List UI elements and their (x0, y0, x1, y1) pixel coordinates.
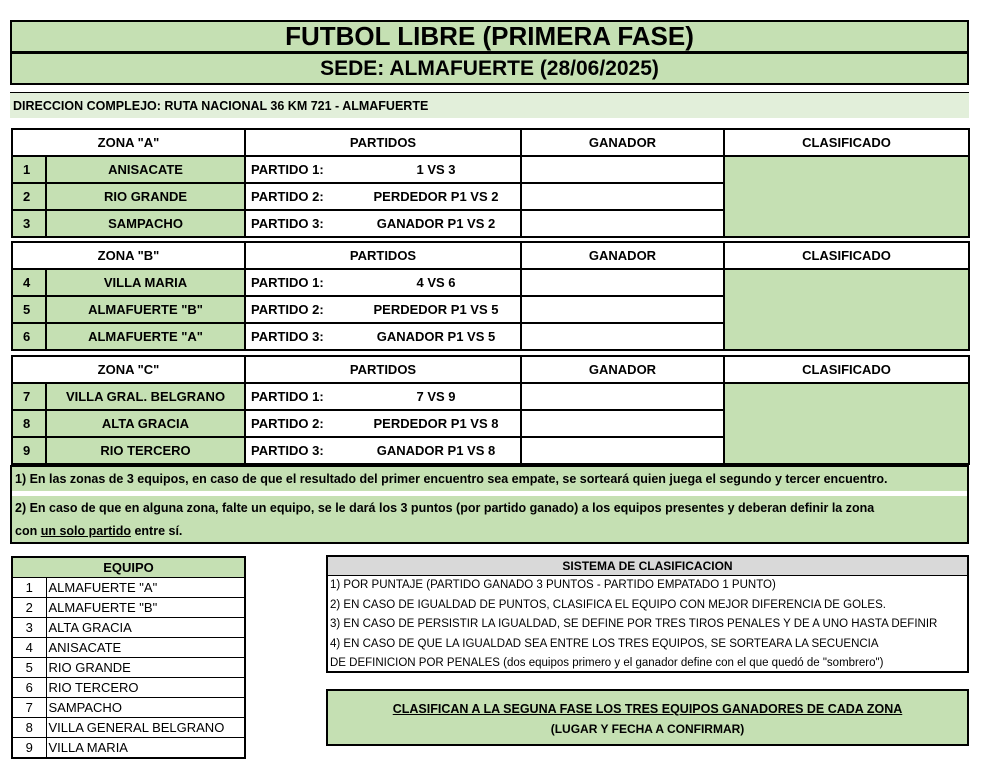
team-number: 3 (12, 210, 46, 237)
equipo-header: EQUIPO (12, 557, 245, 578)
match-value: PERDEDOR P1 VS 8 (373, 416, 499, 431)
zone-header-row (12, 242, 969, 269)
team-number: 8 (12, 410, 46, 437)
notes-box (10, 465, 969, 544)
col-partidos: PARTIDOS (245, 129, 521, 156)
match-value: 7 VS 9 (416, 389, 456, 404)
table-row (12, 269, 969, 296)
equipo-name: SAMPACHO (46, 698, 245, 718)
equipo-name: VILLA GENERAL BELGRANO (46, 718, 245, 738)
col-partidos: PARTIDOS (245, 242, 521, 269)
match-label: PARTIDO 2: (251, 189, 324, 204)
team-name: SAMPACHO (46, 210, 245, 237)
note-2-continued (12, 520, 967, 542)
match-label: PARTIDO 1: (251, 162, 324, 177)
match-label: PARTIDO 1: (251, 275, 324, 290)
equipo-name: RIO TERCERO (46, 678, 245, 698)
match-value: GANADOR P1 VS 5 (376, 329, 496, 344)
note-2: 2) En caso de que en alguna zona, falte un equipo, se le dará los 3 puntos (por partido ganado) a los equipos presentes y deberan definir la zona (12, 496, 967, 520)
list-item (12, 578, 245, 598)
note-1: 1) En las zonas de 3 equipos, en caso de que el resultado del primer encuentro sea empate, se sorteará quien juega el segundo y tercer encuentro. (12, 467, 967, 491)
sistema-box (326, 555, 969, 673)
equipo-name: ALMAFUERTE "A" (46, 578, 245, 598)
team-name: ANISACATE (46, 156, 245, 183)
team-name: VILLA GRAL. BELGRANO (46, 383, 245, 410)
winner-cell[interactable] (521, 323, 724, 350)
col-partidos: PARTIDOS (245, 356, 521, 383)
match-value: 4 VS 6 (416, 275, 456, 290)
zone-label: ZONA "C" (12, 356, 245, 383)
winner-cell[interactable] (521, 383, 724, 410)
equipo-number: 7 (12, 698, 46, 718)
list-item (12, 658, 245, 678)
team-number: 1 (12, 156, 46, 183)
equipo-name: VILLA MARIA (46, 738, 245, 759)
winner-cell[interactable] (521, 410, 724, 437)
match-label: PARTIDO 2: (251, 416, 324, 431)
equipo-number: 6 (12, 678, 46, 698)
equipo-number: 5 (12, 658, 46, 678)
team-name: ALMAFUERTE "A" (46, 323, 245, 350)
match-label: PARTIDO 3: (251, 216, 324, 231)
match-value: PERDEDOR P1 VS 2 (373, 189, 499, 204)
col-clasificado: CLASIFICADO (724, 356, 969, 383)
clasificado-cell[interactable] (724, 383, 969, 464)
zone-header-row (12, 129, 969, 156)
team-name: RIO TERCERO (46, 437, 245, 464)
sistema-header: SISTEMA DE CLASIFICACION (328, 557, 967, 576)
zone-header-row (12, 356, 969, 383)
equipo-number: 3 (12, 618, 46, 638)
winner-cell[interactable] (521, 156, 724, 183)
match-cell (245, 296, 521, 323)
match-cell (245, 410, 521, 437)
team-number: 5 (12, 296, 46, 323)
match-cell (245, 437, 521, 464)
col-ganador: GANADOR (521, 129, 724, 156)
sistema-line-4: 4) EN CASO DE QUE LA IGUALDAD SEA ENTRE LOS TRES EQUIPOS, SE SORTEARA LA SECUENCIA (330, 637, 879, 650)
note-2-prefix: con (15, 524, 41, 538)
match-cell (245, 269, 521, 296)
col-clasificado: CLASIFICADO (724, 129, 969, 156)
match-label: PARTIDO 1: (251, 389, 324, 404)
zone-label: ZONA "B" (12, 242, 245, 269)
clasificado-cell[interactable] (724, 269, 969, 350)
page-title: FUTBOL LIBRE (PRIMERA FASE) (10, 20, 969, 53)
zone-table-a (11, 128, 970, 238)
team-number: 4 (12, 269, 46, 296)
equipo-number: 8 (12, 718, 46, 738)
winner-cell[interactable] (521, 437, 724, 464)
team-name: ALTA GRACIA (46, 410, 245, 437)
team-number: 7 (12, 383, 46, 410)
equipo-number: 1 (12, 578, 46, 598)
equipo-name: RIO GRANDE (46, 658, 245, 678)
col-ganador: GANADOR (521, 242, 724, 269)
match-value: 1 VS 3 (416, 162, 456, 177)
list-item (12, 618, 245, 638)
note-2-underlined: un solo partido (40, 524, 131, 538)
list-item (12, 718, 245, 738)
zone-table-b (11, 241, 970, 351)
sistema-line-2: 2) EN CASO DE IGUALDAD DE PUNTOS, CLASIFICA EL EQUIPO CON MEJOR DIFERENCIA DE GOLES. (330, 598, 886, 611)
team-number: 9 (12, 437, 46, 464)
equipo-name: ALMAFUERTE "B" (46, 598, 245, 618)
match-label: PARTIDO 3: (251, 329, 324, 344)
final-box (326, 689, 969, 746)
match-cell (245, 156, 521, 183)
list-item (12, 698, 245, 718)
col-ganador: GANADOR (521, 356, 724, 383)
note-2-suffix: entre sí. (130, 524, 183, 538)
equipo-header-row (12, 557, 245, 578)
match-label: PARTIDO 3: (251, 443, 324, 458)
match-value: PERDEDOR P1 VS 5 (373, 302, 499, 317)
team-number: 2 (12, 183, 46, 210)
team-name: RIO GRANDE (46, 183, 245, 210)
match-cell (245, 210, 521, 237)
list-item (12, 738, 245, 759)
sistema-line-5: DE DEFINICION POR PENALES (dos equipos primero y el ganador define con el que quedó de "sombrero") (330, 657, 884, 669)
match-value: GANADOR P1 VS 8 (376, 443, 496, 458)
team-name: ALMAFUERTE "B" (46, 296, 245, 323)
equipo-name: ANISACATE (46, 638, 245, 658)
final-line-2: (LUGAR Y FECHA A CONFIRMAR) (550, 722, 745, 736)
sede-subtitle: SEDE: ALMAFUERTE (28/06/2025) (10, 52, 969, 85)
zone-label: ZONA "A" (12, 129, 245, 156)
table-row (12, 156, 969, 183)
list-item (12, 638, 245, 658)
clasificado-cell[interactable] (724, 156, 969, 237)
equipo-number: 2 (12, 598, 46, 618)
match-value: GANADOR P1 VS 2 (376, 216, 496, 231)
equipo-name: ALTA GRACIA (46, 618, 245, 638)
final-line-1: CLASIFICAN A LA SEGUNA FASE LOS TRES EQUIPOS GANADORES DE CADA ZONA (392, 702, 903, 716)
list-item (12, 598, 245, 618)
col-clasificado: CLASIFICADO (724, 242, 969, 269)
table-row (12, 383, 969, 410)
match-cell (245, 183, 521, 210)
match-cell (245, 383, 521, 410)
equipo-number: 4 (12, 638, 46, 658)
winner-cell[interactable] (521, 296, 724, 323)
winner-cell[interactable] (521, 183, 724, 210)
list-item (12, 678, 245, 698)
sistema-line-1: 1) POR PUNTAJE (PARTIDO GANADO 3 PUNTOS - PARTIDO EMPATADO 1 PUNTO) (330, 579, 776, 591)
address-line: DIRECCION COMPLEJO: RUTA NACIONAL 36 KM 721 - ALMAFUERTE (10, 92, 969, 118)
sistema-line-3: 3) EN CASO DE PERSISTIR LA IGUALDAD, SE DEFINE POR TRES TIROS PENALES Y DE A UNO HASTA DEFINIR (330, 618, 938, 630)
match-label: PARTIDO 2: (251, 302, 324, 317)
match-cell (245, 323, 521, 350)
winner-cell[interactable] (521, 210, 724, 237)
team-name: VILLA MARIA (46, 269, 245, 296)
winner-cell[interactable] (521, 269, 724, 296)
team-number: 6 (12, 323, 46, 350)
equipo-table (11, 556, 246, 759)
zone-table-c (11, 355, 970, 465)
equipo-number: 9 (12, 738, 46, 759)
